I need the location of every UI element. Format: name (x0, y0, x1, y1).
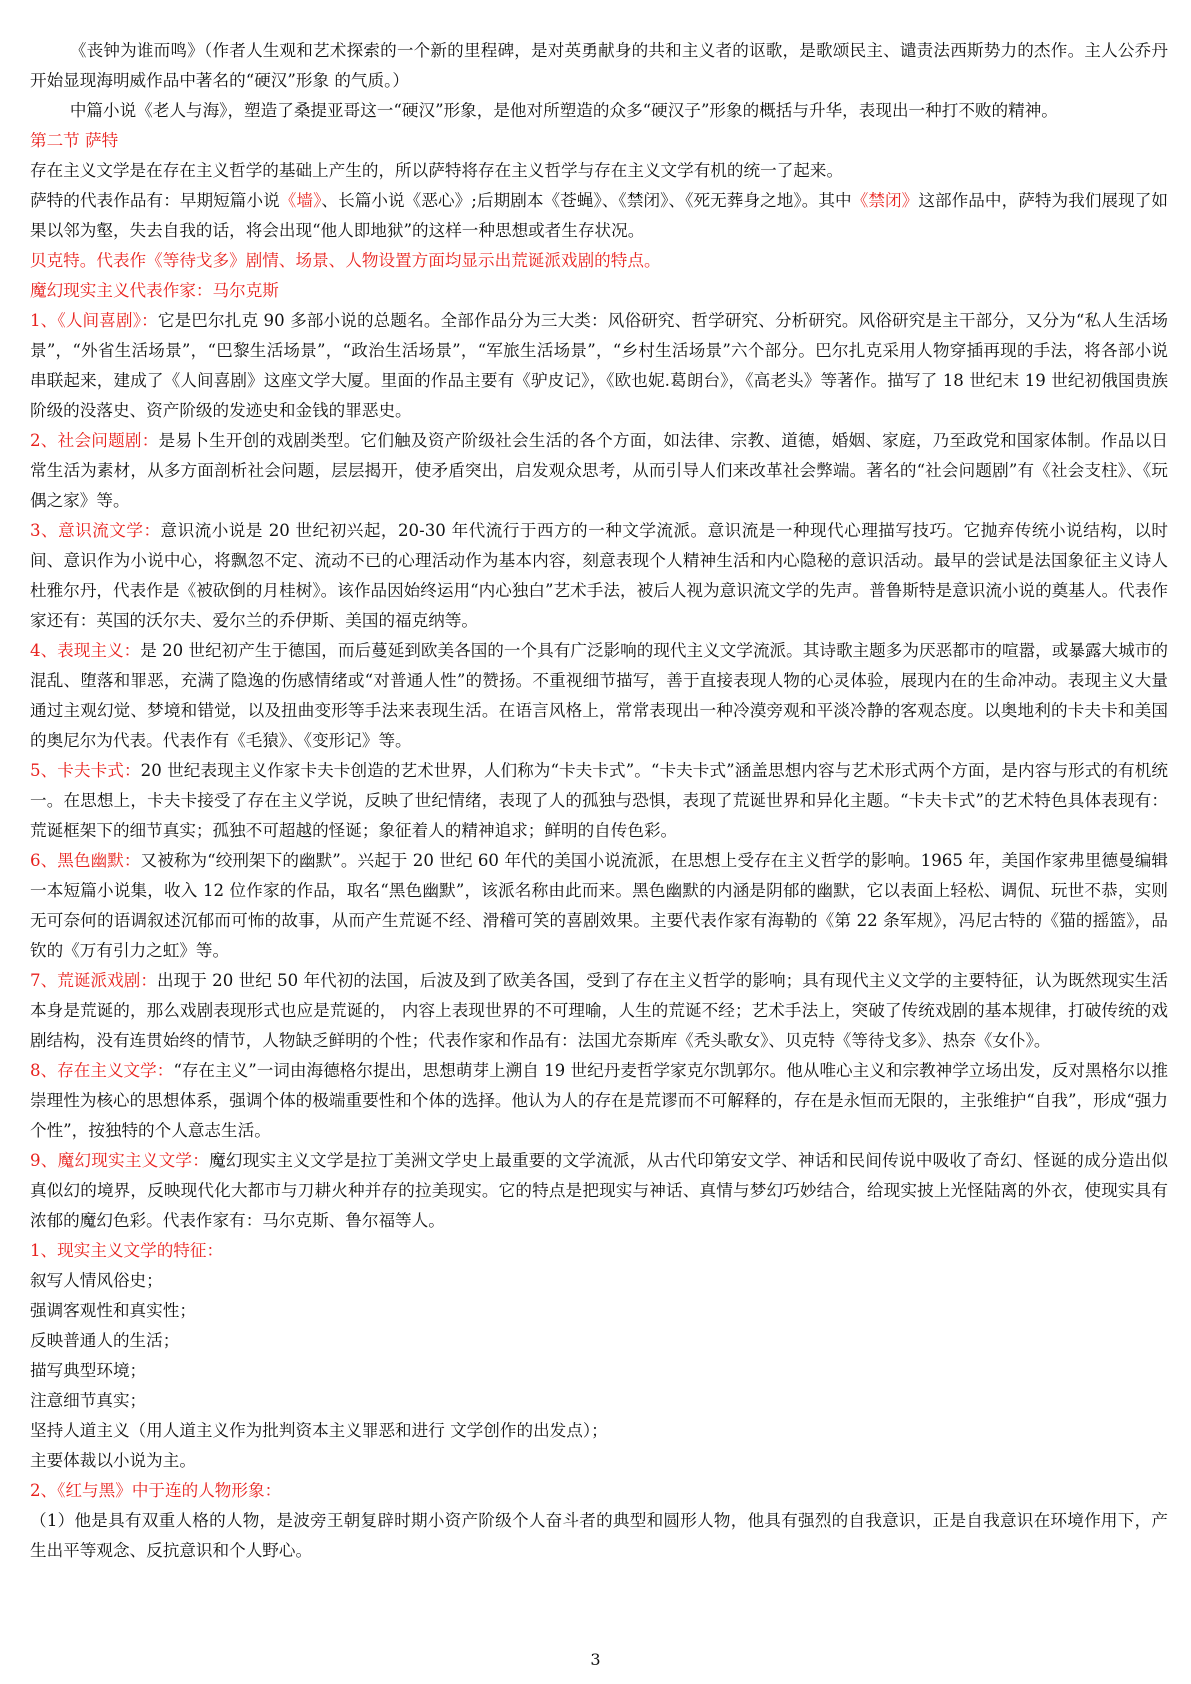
paragraph (30, 1356, 1168, 1386)
body-text: 叙写人情风俗史； (30, 1271, 163, 1290)
body-text: 主要体裁以小说为主。 (30, 1451, 196, 1470)
body-text: 出现于 20 世纪 50 年代初的法国，后波及到了欧美各国，受到了存在主义哲学的影响；具有现代主义文学的主要特征，认为既然现实生活本身是荒诞的，那么戏剧表现形式也应是荒诞的， 内容上表现世界的不可理喻，人生的荒诞不经；艺术手法上，突破了传统戏剧的基本规律，打破传统的戏剧结构，没有连贯始终的情节，人物缺乏鲜明的个性；代表作家和作品有：法国尤奈斯库《秃头歌女》、贝克特《等待戈多》、热奈《女仆》。 (30, 971, 1168, 1050)
paragraph (30, 36, 1168, 96)
paragraph (30, 1506, 1168, 1566)
body-text: 魔幻现实主义文学是拉丁美洲文学史上最重要的文学流派，从古代印第安文学、神话和民间传说中吸收了奇幻、怪诞的成分造出似真似幻的境界，反映现代化大都市与刀耕火种并存的拉美现实。它的特点是把现实与神话、真情与梦幻巧妙结合，给现实披上光怪陆离的外衣，使现实具有浓郁的魔幻色彩。代表作家有：马尔克斯、鲁尔福等人。 (30, 1151, 1169, 1230)
body-text: 反映普通人的生活； (30, 1331, 180, 1350)
body-text: 20 世纪表现主义作家卡夫卡创造的艺术世界，人们称为“卡夫卡式”。“卡夫卡式”涵盖思想内容与艺术形式两个方面，是内容与形式的有机统一。在思想上，卡夫卡接受了存在主义学说，反映了世纪情绪，表现了人的孤独与恐惧，表现了荒诞世界和异化主题。“卡夫卡式”的艺术特色具体表现有：荒诞框架下的细节真实；孤独不可超越的怪诞；象征着人的精神追求；鲜明的自传色彩。 (30, 761, 1168, 840)
paragraph (30, 126, 1168, 156)
highlighted-text: 3、意识流文学： (30, 521, 161, 540)
highlighted-text: 5、卡夫卡式： (30, 761, 141, 780)
paragraph (30, 1296, 1168, 1326)
highlighted-text: 4、表现主义： (30, 641, 141, 660)
body-text: 它是巴尔扎克 90 多部小说的总题名。全部作品分为三大类：风俗研究、哲学研究、分析研究。风俗研究是主干部分，又分为“私人生活场景”，“外省生活场景”，“巴黎生活场景”，“政治生活场景”，“军旅生活场景”，“乡村生活场景”六个部分。巴尔扎克采用人物穿插再现的手法，将各部小说串联起来，建成了《人间喜剧》这座文学大厦。里面的作品主要有《驴皮记》，《欧也妮.葛朗台》，《高老头》等著作。描写了 18 世纪末 19 世纪初俄国贵族阶级的没落史、资产阶级的发迹史和金钱的罪恶史。 (30, 311, 1168, 420)
paragraph (30, 1446, 1168, 1476)
highlighted-text: 9、魔幻现实主义文学： (30, 1151, 210, 1170)
paragraph (30, 306, 1168, 426)
body-text: 《丧钟为谁而鸣》（作者人生观和艺术探索的一个新的里程碑，是对英勇献身的共和主义者的讴歌，是歌颂民主、谴责法西斯势力的杰作。主人公乔丹开始显现海明威作品中著名的“硬汉”形象 的气质。） (30, 41, 1168, 90)
highlighted-text: 8、存在主义文学： (30, 1061, 174, 1080)
highlighted-text: 《墙》 (279, 191, 322, 210)
paragraph (30, 1266, 1168, 1296)
body-text: 萨特的代表作品有：早期短篇小说 (30, 191, 280, 210)
paragraph (30, 636, 1168, 756)
paragraph (30, 1476, 1168, 1506)
body-text: 描写典型环境； (30, 1361, 147, 1380)
highlighted-text: 《禁闭》 (851, 191, 919, 210)
body-text: 是 20 世纪初产生于德国，而后蔓延到欧美各国的一个具有广泛影响的现代主义文学流派。其诗歌主题多为厌恶都市的喧嚣，或暴露大城市的混乱、堕落和罪恶，充满了隐逸的伤感情绪或“对普通人性”的赞扬。不重视细节描写，善于直接表现人物的心灵体验，展现内在的生命冲动。表现主义大量通过主观幻觉、梦境和错觉，以及扭曲变形等手法来表现生活。在语言风格上，常常表现出一种冷漠旁观和平淡冷静的客观态度。以奥地利的卡夫卡和美国的奥尼尔为代表。代表作有《毛猿》、《变形记》等。 (30, 641, 1168, 750)
highlighted-text: 1、现实主义文学的特征： (30, 1241, 224, 1260)
body-text: 注意细节真实； (30, 1391, 147, 1410)
paragraph (30, 186, 1168, 246)
paragraph (30, 1326, 1168, 1356)
paragraph (30, 276, 1168, 306)
body-text: 是易卜生开创的戏剧类型。它们触及资产阶级社会生活的各个方面，如法律、宗教、道德，婚姻、家庭，乃至政党和国家体制。作品以日常生活为素材，从多方面剖析社会问题，层层揭开，使矛盾突出，启发观众思考，从而引导人们来改革社会弊端。著名的“社会问题剧”有《社会支柱》、《玩偶之家》等。 (30, 431, 1169, 510)
paragraph (30, 1386, 1168, 1416)
paragraph (30, 246, 1168, 276)
page-number: 3 (590, 1650, 601, 1669)
highlighted-text: 7、荒诞派戏剧： (30, 971, 157, 990)
body-text: 又被称为“绞刑架下的幽默”。兴起于 20 世纪 60 年代的美国小说流派，在思想上受存在主义哲学的影响。1965 年，美国作家弗里德曼编辑一本短篇小说集，收入 12 位作家的作品，取名“黑色幽默”，该派名称由此而来。黑色幽默的内涵是阴郁的幽默，它以表面上轻松、调侃、玩世不恭，实则无可奈何的语调叙述沉郁而可怖的故事，从而产生荒诞不经、滑稽可笑的喜剧效果。主要代表作家有海勒的《第 22 条军规》，冯尼古特的《猫的摇篮》，品钦的《万有引力之虹》等。 (30, 851, 1169, 960)
highlighted-text: 2、社会问题剧： (30, 431, 159, 450)
paragraph (30, 1056, 1168, 1146)
highlighted-text: 6、黑色幽默： (30, 851, 141, 870)
paragraph (30, 1416, 1168, 1446)
paragraph (30, 846, 1168, 966)
body-text: 中篇小说《老人与海》，塑造了桑提亚哥这一“硬汉”形象，是他对所塑造的众多“硬汉子”形象的概括与升华，表现出一种打不败的精神。 (69, 101, 1058, 120)
paragraph (30, 516, 1168, 636)
body-text: “存在主义”一词由海德格尔提出，思想萌芽上溯自 19 世纪丹麦哲学家克尔凯郭尔。他从唯心主义和宗教神学立场出发，反对黑格尔以推崇理性为核心的思想体系，强调个体的极端重要性和个体的选择。他认为人的存在是荒谬而不可解释的，存在是永恒而无限的，主张维护“自我”，形成“强力个性”，按独特的个人意志生活。 (30, 1061, 1168, 1140)
paragraph (30, 96, 1168, 126)
body-text: 存在主义文学是在存在主义哲学的基础上产生的，所以萨特将存在主义哲学与存在主义文学有机的统一了起来。 (30, 161, 844, 180)
paragraph (30, 156, 1168, 186)
document-body (30, 36, 1168, 1566)
body-text: （1）他是具有双重人格的人物，是波旁王朝复辟时期小资产阶级个人奋斗者的典型和圆形人物，他具有强烈的自我意识，正是自我意识在环境作用下，产生出平等观念、反抗意识和个人野心。 (30, 1511, 1168, 1560)
highlighted-text: 2、《红与黑》中于连的人物形象： (30, 1481, 282, 1500)
body-text: 意识流小说是 20 世纪初兴起，20-30 年代流行于西方的一种文学流派。意识流是一种现代心理描写技巧。它抛弃传统小说结构，以时间、意识作为小说中心，将飘忽不定、流动不已的心理活动作为基本内容，刻意表现个人精神生活和内心隐秘的意识活动。最早的尝试是法国象征主义诗人杜雅尔丹，代表作是《被砍倒的月桂树》。该作品因始终运用“内心独白”艺术手法，被后人视为意识流文学的先声。普鲁斯特是意识流小说的奠基人。代表作家还有：英国的沃尔夫、爱尔兰的乔伊斯、美国的福克纳等。 (30, 521, 1168, 630)
paragraph (30, 756, 1168, 846)
body-text: 、长篇小说《恶心》;后期剧本《苍蝇》、《禁闭》、《死无葬身之地》。其中 (321, 191, 852, 210)
highlighted-text: 贝克特。代表作《等待戈多》剧情、场景、人物设置方面均显示出荒诞派戏剧的特点。 (30, 251, 661, 270)
paragraph (30, 426, 1168, 516)
paragraph (30, 1146, 1168, 1236)
highlighted-text: 第二节 萨特 (30, 131, 119, 150)
body-text: 这部作品中，萨特为我们展现了如果以邻为壑，失去自我的话，将会出现“他人即地狱”的这样一种思想或者生存状况。 (30, 191, 1169, 240)
highlighted-text: 魔幻现实主义代表作家：马尔克斯 (30, 281, 279, 300)
body-text: 强调客观性和真实性； (30, 1301, 196, 1320)
highlighted-text: 1、《人间喜剧》： (30, 311, 158, 330)
body-text: 坚持人道主义（用人道主义作为批判资本主义罪恶和进行 文学创作的出发点）； (30, 1421, 608, 1440)
paragraph (30, 1236, 1168, 1266)
paragraph (30, 966, 1168, 1056)
